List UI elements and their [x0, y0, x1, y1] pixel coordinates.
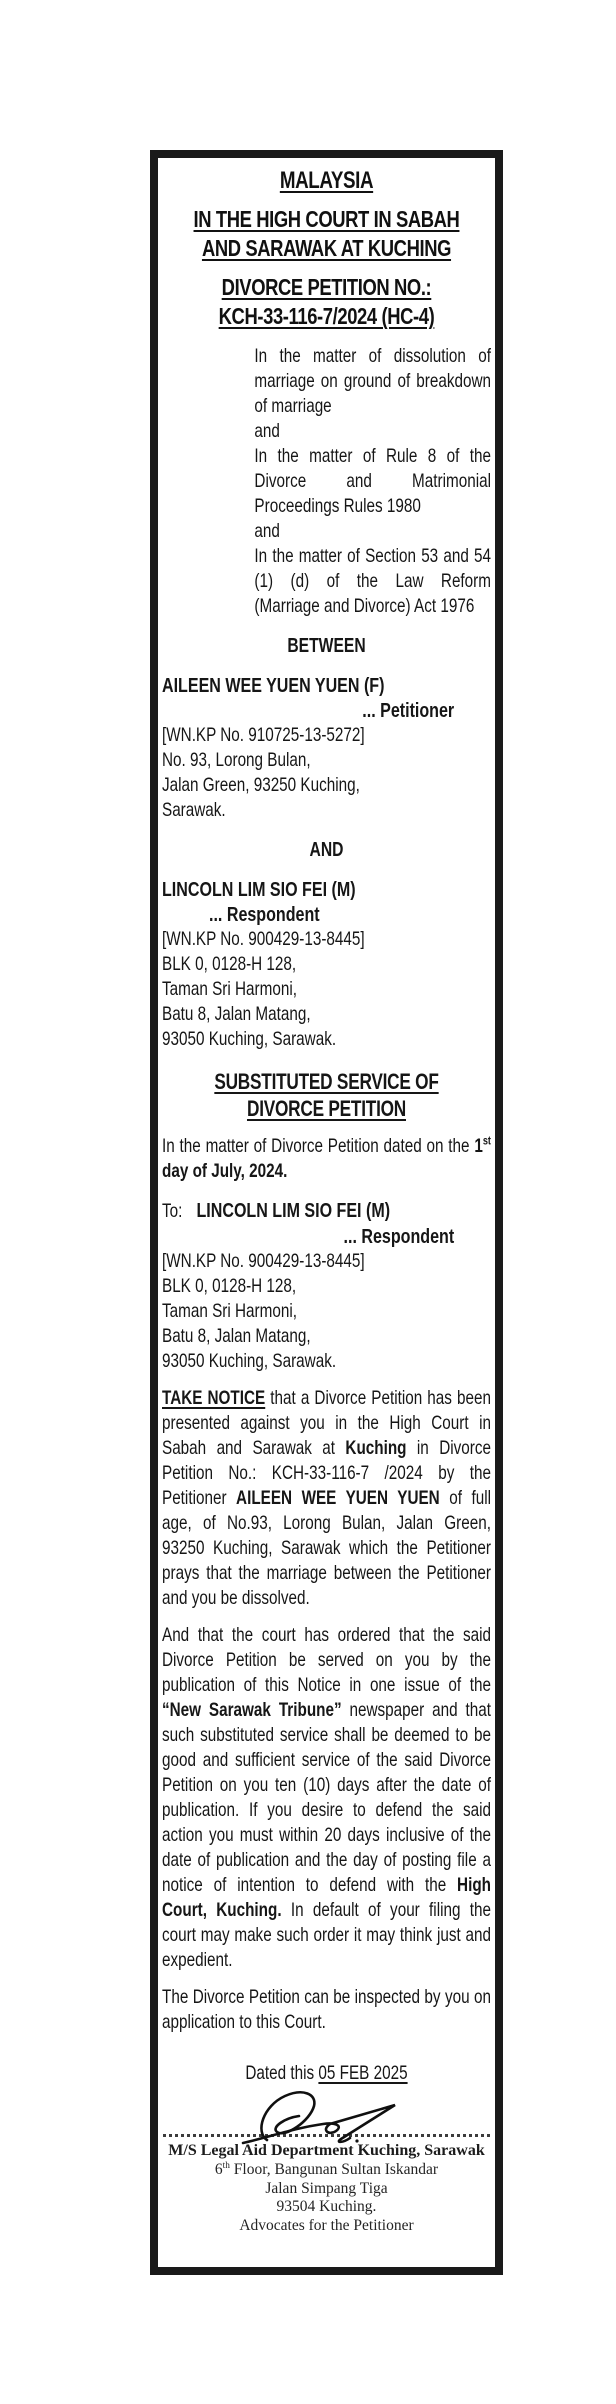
- to-respondent-id: [WN.KP No. 900429-13-8445]: [162, 1250, 365, 1272]
- to-address-line: Taman Sri Harmoni,: [162, 1300, 297, 1322]
- to-address-line: BLK 0, 0128-H 128,: [162, 1275, 297, 1297]
- petitioner-id: [WN.KP No. 910725-13-5272]: [162, 724, 365, 746]
- country-heading: [162, 166, 491, 195]
- to-respondent-role: ... Respondent: [343, 1225, 455, 1248]
- law-firm-address-line: 93504 Kuching.: [276, 2198, 377, 2215]
- dated-value: 05 FEB 2025: [318, 2062, 408, 2084]
- respondent-name: LINCOLN LIM SIO FEI (M): [162, 878, 356, 901]
- court-heading-line: AND SARAWAK AT KUCHING: [201, 235, 452, 261]
- to-line: [162, 1198, 491, 1224]
- court-order-paragraph: And that the court has ordered that the said Divorce Petition be served on you by the publication of this Notice in one issue of the “New Sarawak Tribune” newspaper and that such substituted service shall be deemed to be good and sufficient service of the said Divorce Petition on you ten (10) days after the date of publication. If you desire to defend the said action you must within 20 days inclusive of the date of publication and the day of posting file a notice of intention to defend with the High Court, Kuching. In default of your filing the court may make such order it may think just and expedient.: [162, 1624, 491, 1971]
- notice-content: [162, 166, 491, 2086]
- signature-dotted-line: [163, 2134, 490, 2137]
- section-title: [162, 1068, 491, 1122]
- matter-item: In the matter of Rule 8 of the Divorce and Matrimonial Proceedings Rules 1980: [254, 445, 491, 517]
- court-heading: [162, 205, 491, 263]
- court-name: High Court, Kuching.: [162, 1874, 491, 1921]
- law-firm-address-line: Jalan Simpang Tiga: [265, 2179, 388, 2197]
- petitioner-address-line: No. 93, Lorong Bulan,: [162, 749, 311, 771]
- newspaper-name: “New Sarawak Tribune”: [162, 1699, 342, 1721]
- respondent-address-line: 93050 Kuching, Sarawak.: [162, 1028, 337, 1050]
- matter-separator: and: [254, 520, 280, 542]
- law-firm-floor-line: 6th Floor, Bangunan Sultan Iskandar: [214, 2160, 439, 2178]
- matters-block: [254, 344, 491, 619]
- respondent-address-line: Batu 8, Jalan Matang,: [162, 1003, 311, 1025]
- petitioner-block: [162, 673, 491, 823]
- take-notice-paragraph: TAKE NOTICE that a Divorce Petition has been presented against you in the High Court in Sabah and Sarawak at Kuching in Divorce Petition No.: KCH-33-116-7 /2024 by the Petitioner AILEEN WEE YUEN YUEN of full age, of No.93, Lorong Bulan, Jalan Green, 93250 Kuching, Sarawak which the Petitioner prays that the marriage between the Petitioner and you be dissolved.: [162, 1387, 491, 1609]
- to-label: To:: [162, 1200, 183, 1222]
- respondent-address-line: Taman Sri Harmoni,: [162, 978, 297, 1000]
- respondent-address-line: BLK 0, 0128-H 128,: [162, 953, 297, 975]
- between-label: BETWEEN: [287, 635, 366, 657]
- respondent-block: [162, 877, 491, 1052]
- matter-item: In the matter of dissolution of marriage on ground of breakdown of marriage: [254, 345, 491, 417]
- petitioner-address-line: Jalan Green, 93250 Kuching,: [162, 774, 360, 796]
- to-respondent-name: LINCOLN LIM SIO FEI (M): [196, 1199, 391, 1222]
- petition-date: 1st day of July, 2024.: [162, 1134, 491, 1182]
- court-heading-line: IN THE HIGH COURT IN SABAH: [193, 206, 460, 232]
- petition-number-line: KCH-33-116-7/2024 (HC-4): [218, 303, 435, 329]
- to-address-line: 93050 Kuching, Sarawak.: [162, 1350, 337, 1372]
- petition-number-line: DIVORCE PETITION NO.:: [221, 274, 432, 300]
- notice-border-box: [150, 150, 503, 2275]
- dated-line: Dated this 05 FEB 2025: [245, 2062, 408, 2084]
- section-title-line: SUBSTITUTED SERVICE OF: [214, 1069, 439, 1094]
- petitioner-role: ... Petitioner: [362, 699, 455, 722]
- section-title-line: DIVORCE PETITION: [246, 1096, 406, 1121]
- inspection-paragraph: The Divorce Petition can be inspected by you on application to this Court.: [162, 1986, 491, 2033]
- and-label: AND: [309, 839, 344, 861]
- respondent-id: [WN.KP No. 900429-13-8445]: [162, 928, 365, 950]
- dated-matter-paragraph: In the matter of Divorce Petition dated on the 1st day of July, 2024.: [162, 1134, 491, 1182]
- petition-number-heading: [162, 273, 491, 331]
- to-address-line: Batu 8, Jalan Matang,: [162, 1325, 311, 1347]
- to-block: [162, 1198, 491, 1374]
- country-heading-text: MALAYSIA: [279, 167, 374, 194]
- matter-item: In the matter of Section 53 and 54 (1) (d) of the Law Reform (Marriage and Divorce) Act 1976: [254, 545, 491, 617]
- law-firm-name: M/S Legal Aid Department Kuching, Sarawak: [168, 2142, 485, 2159]
- advocates-line: Advocates for the Petitioner: [239, 2216, 414, 2234]
- petitioner-name: AILEEN WEE YUEN YUEN (F): [162, 674, 385, 697]
- signature-area: [162, 2088, 491, 2235]
- respondent-role: ... Respondent: [208, 903, 320, 926]
- matter-separator: and: [254, 420, 280, 442]
- petitioner-address-line: Sarawak.: [162, 799, 226, 821]
- take-notice-label: TAKE NOTICE: [162, 1387, 266, 1409]
